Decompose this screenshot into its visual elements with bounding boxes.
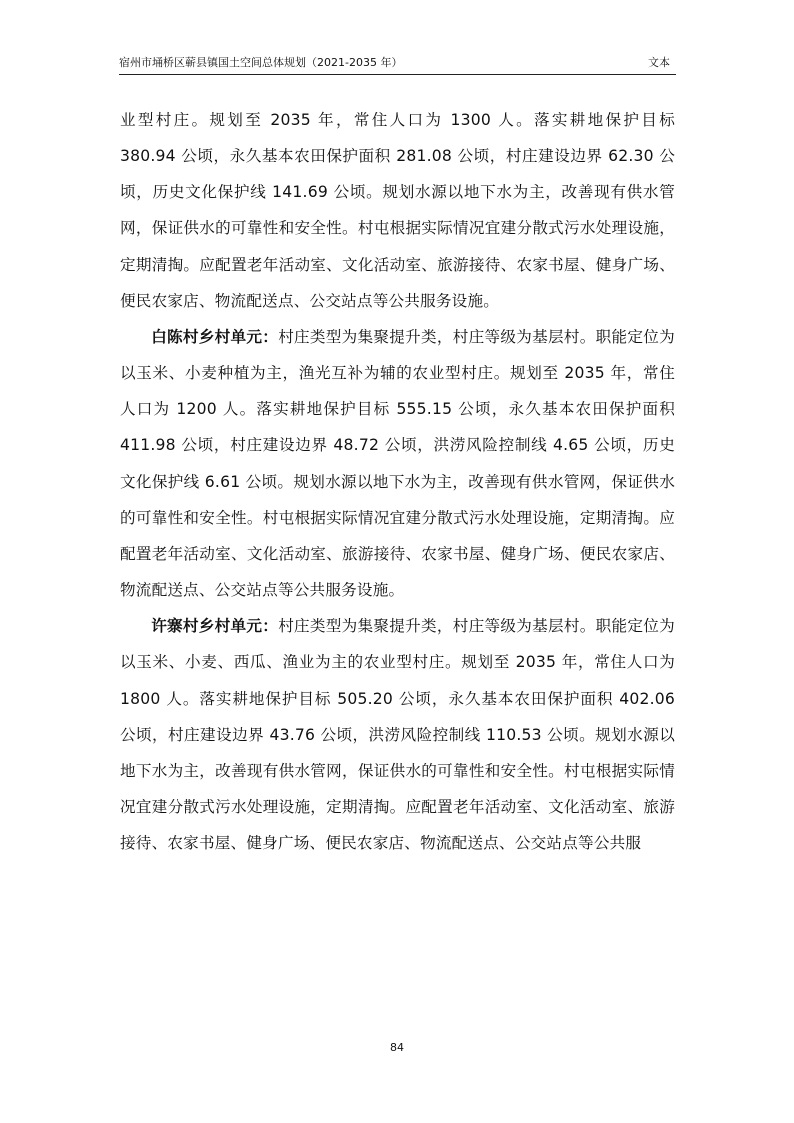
paragraph-lead: 白陈村乡村单元： — [151, 327, 279, 346]
paragraph-lead: 许寨村乡村单元： — [151, 617, 279, 636]
document-title: 宿州市埇桥区蕲县镇国土空间总体规划（2021-2035 年） — [119, 56, 403, 69]
body-text — [120, 102, 675, 861]
page-header — [119, 52, 676, 75]
paragraph-text: 村庄类型为集聚提升类，村庄等级为基层村。职能定位为以玉米、小麦种植为主，渔光互补为辅的农业型村庄。规划至 2035 年，常住人口为 1200 人。落实耕地保护目标 555.15 公顷，永久基本农田保护面积 411.98 公顷，村庄建设边界 48.72 公顷，洪涝风险控制线 4.65 公顷，历史文化保护线 6.61 公顷。规划水源以地下水为主，改善现有供水管网，保证供水的可靠性和安全性。村屯根据实际情况宜建分散式污水处理设施，定期清掏。应配置老年活动室、文化活动室、旅游接待、农家书屋、健身广场、便民农家店、物流配送点、公交站点等公共服务设施。 — [120, 327, 675, 600]
paragraph-continuation — [120, 102, 675, 319]
paragraph-xuzhai-village — [120, 608, 675, 861]
section-label: 文本 — [648, 56, 670, 69]
paragraph-text: 村庄类型为集聚提升类，村庄等级为基层村。职能定位为以玉米、小麦、西瓜、渔业为主的农业型村庄。规划至 2035 年，常住人口为 1800 人。落实耕地保护目标 505.20 公顷，永久基本农田保护面积 402.06 公顷，村庄建设边界 43.76 公顷，洪涝风险控制线 110.53 公顷。规划水源以地下水为主，改善现有供水管网，保证供水的可靠性和安全性。村屯根据实际情况宜建分散式污水处理设施，定期清掏。应配置老年活动室、文化活动室、旅游接待、农家书屋、健身广场、便民农家店、物流配送点、公交站点等公共服 — [120, 617, 675, 853]
page-number: 84 — [390, 1041, 404, 1054]
paragraph-text: 业型村庄。规划至 2035 年，常住人口为 1300 人。落实耕地保护目标 380.94 公顷，永久基本农田保护面积 281.08 公顷，村庄建设边界 62.30 公顷，历史文化保护线 141.69 公顷。规划水源以地下水为主，改善现有供水管网，保证供水的可靠性和安全性。村屯根据实际情况宜建分散式污水处理设施，定期清掏。应配置老年活动室、文化活动室、旅游接待、农家书屋、健身广场、便民农家店、物流配送点、公交站点等公共服务设施。 — [120, 111, 675, 310]
paragraph-baichen-village — [120, 319, 675, 608]
